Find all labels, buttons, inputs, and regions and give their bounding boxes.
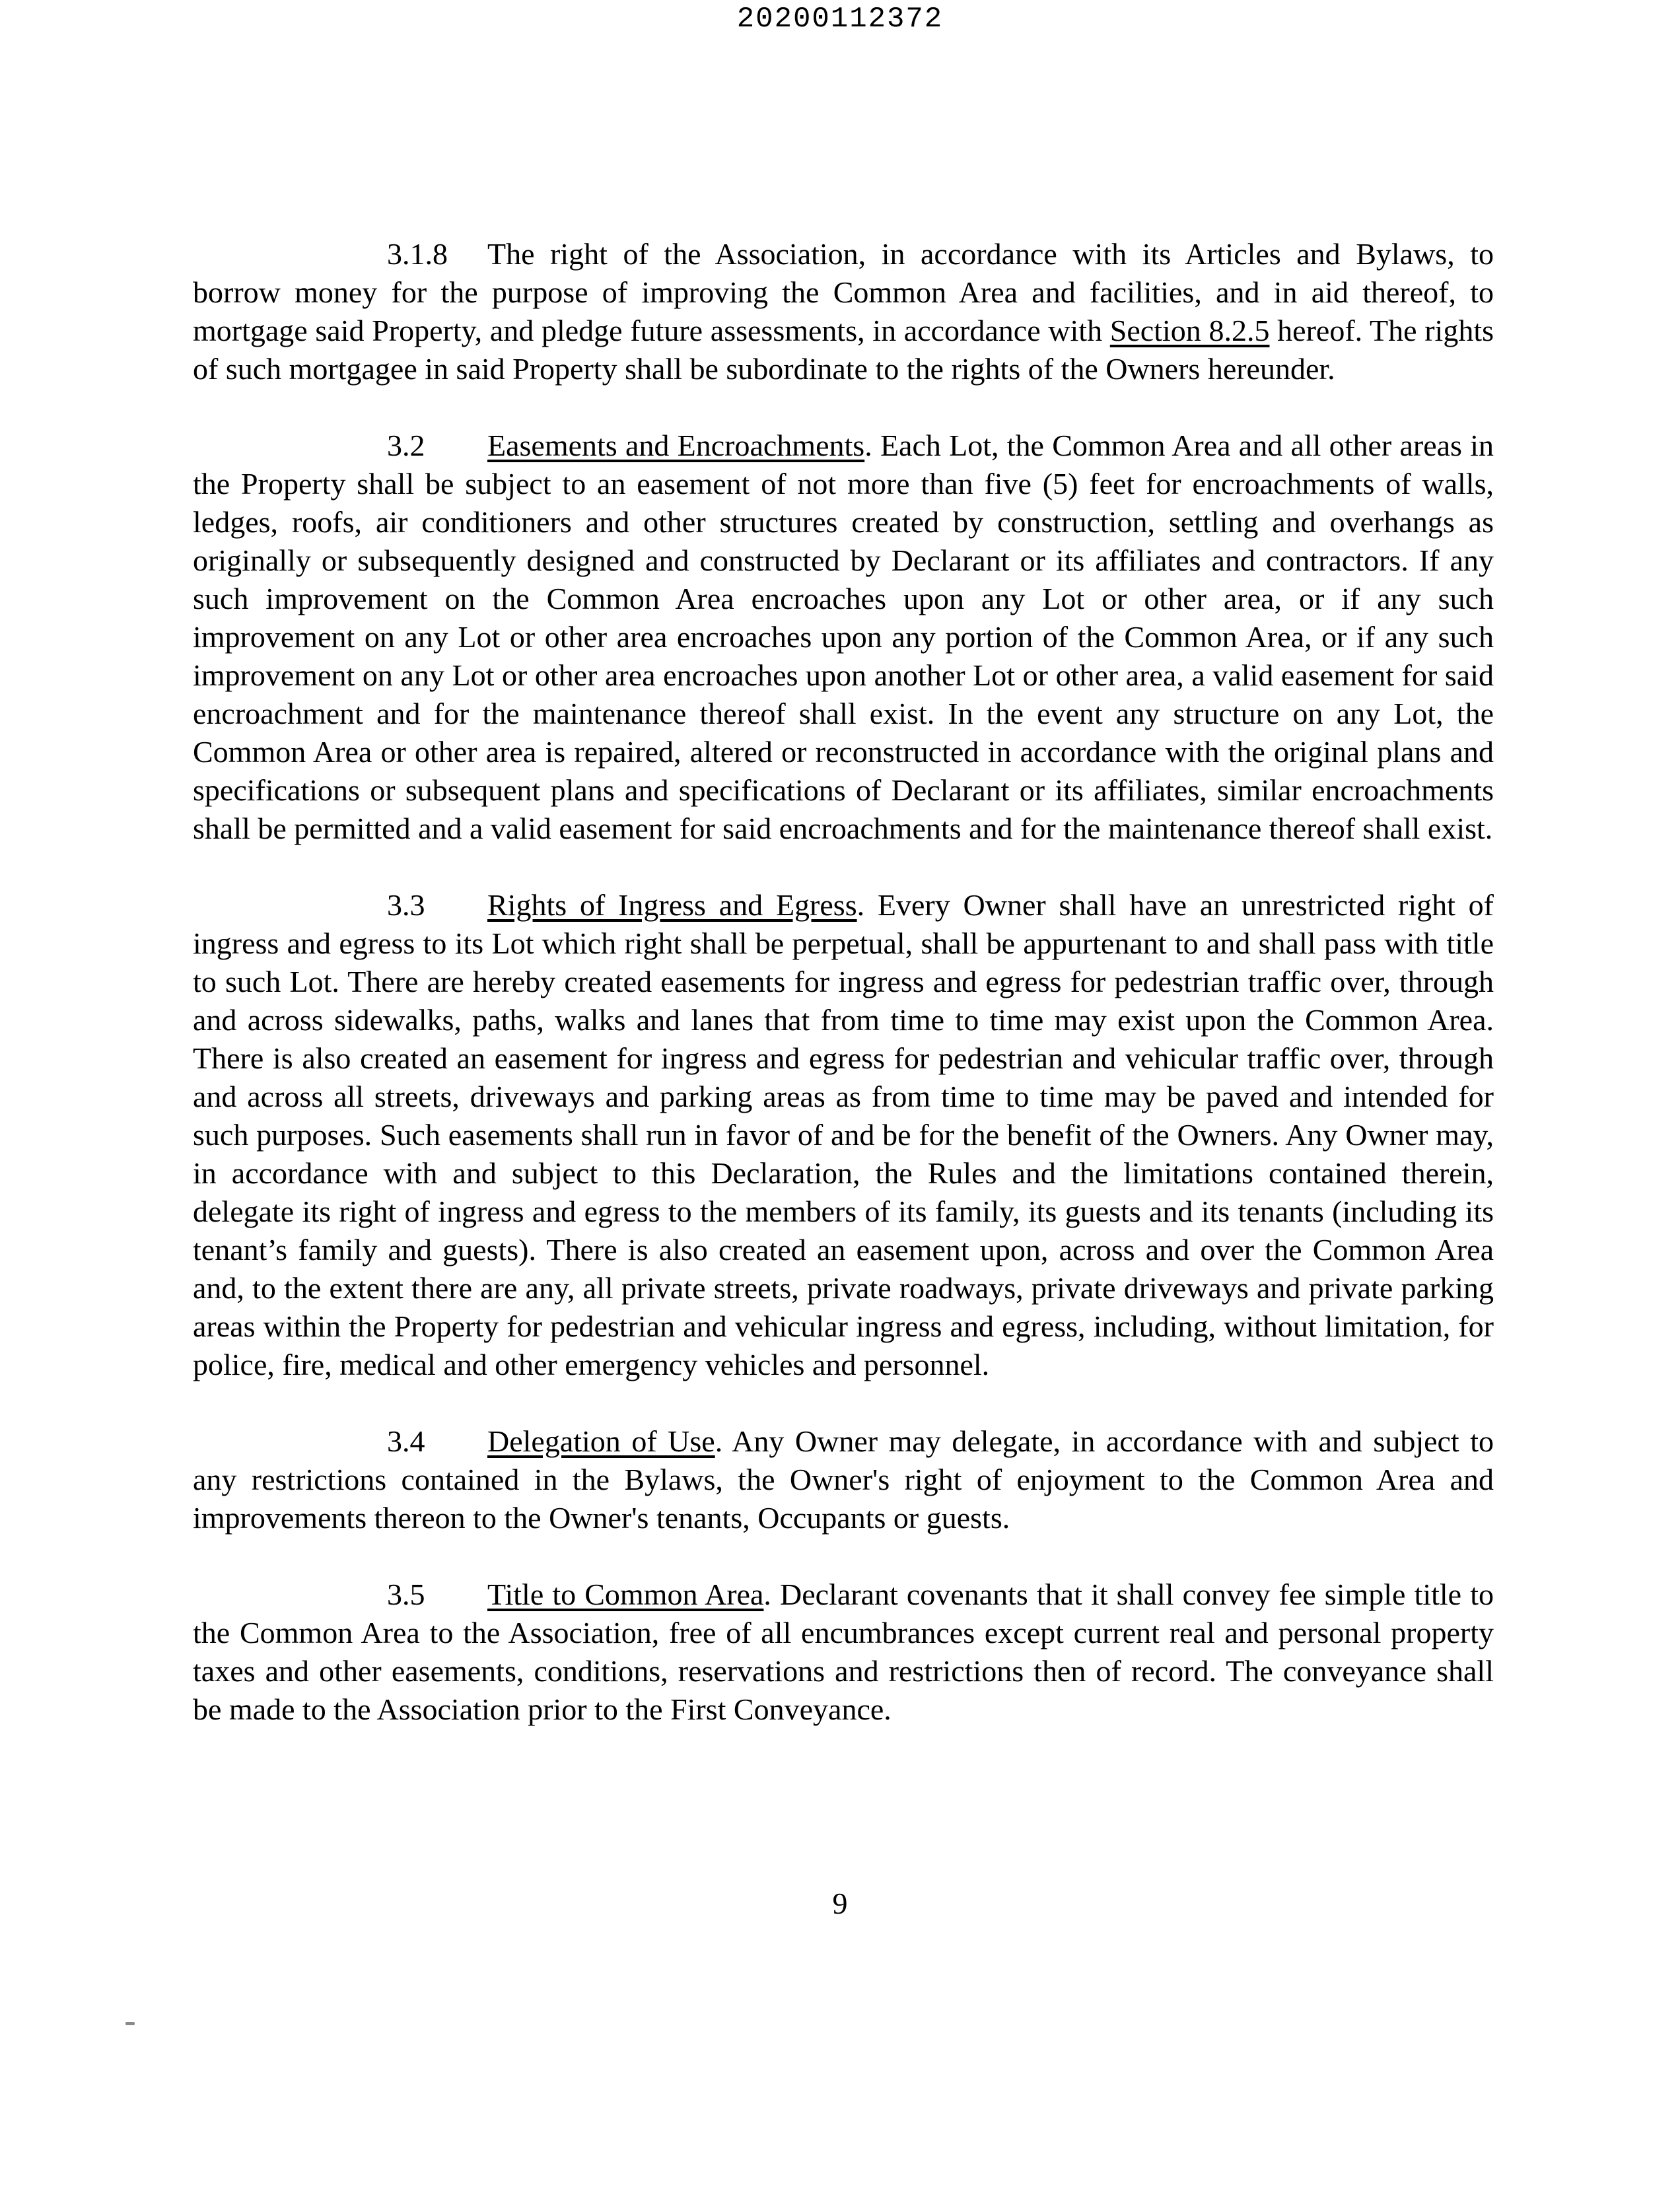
section-text: . Every Owner shall have an unrestricted right of ingress and egress to its Lot which right shall be perpetual, shall be appurtenant to and shall pass with title to such Lot. There are hereby created easements for ingress and egress for pedestrian traffic over, through and across sidewalks, paths, walks and lanes that from time to time may exist upon the Common Area. There is also created an easement for ingress and egress for pedestrian and vehicular traffic over, through and across all streets, driveways and parking areas as from time to time may be paved and intended for such purposes. Such easements shall run in favor of and be for the benefit of the Owners. Any Owner may, in accordance with and subject to this Declaration, the Rules and the limitations contained therein, delegate its right of ingress and egress to the members of its family, its guests and its tenants (including its tenant’s family and guests). There is also created an easement upon, across and over the Common Area and, to the extent there are any, all private streets, private roadways, private driveways and private parking areas within the Property for pedestrian and vehicular ingress and egress, including, without limitation, for police, fire, medical and other emergency vehicles and personnel. <box>193 888 1494 1381</box>
section-text: . Each Lot, the Common Area and all other areas in the Property shall be subject to an easement of not more than five (5) feet for encroachments of walls, ledges, roofs, air conditioners and other structures created by construction, settling and overhangs as originally or subsequently designed and constructed by Declarant or its affiliates and contractors. If any such improvement on the Common Area encroaches upon any Lot or other area, or if any such improvement on any Lot or other area encroaches upon any portion of the Common Area, or if any such improvement on any Lot or other area encroaches upon another Lot or other area, a valid easement for said encroachment and for the maintenance thereof shall exist. In the event any structure on any Lot, the Common Area or other area is repaired, altered or reconstructed in accordance with the original plans and specifications or subsequent plans and specifications of Declarant or its affiliates, similar encroachments shall be permitted and a valid easement for said encroachments and for the maintenance thereof shall exist. <box>193 429 1494 845</box>
page-number: 9 <box>832 1887 848 1920</box>
section-reference: Section 8.2.5 <box>1109 314 1270 347</box>
section-3-4 <box>193 1422 1494 1537</box>
document-body <box>193 235 1494 1729</box>
section-text-continued: hereof. The rights of such mortgagee in said Property shall be subordinate to the rights of the Owners hereunder. <box>193 314 1494 386</box>
section-number: 3.2 <box>387 429 425 462</box>
document-number: 20200112372 <box>736 3 944 36</box>
section-text: . Declarant covenants that it shall convey fee simple title to the Common Area to the Association, free of all encumbrances except current real and personal property taxes and other easements, conditions, reservations and restrictions then of record. The conveyance shall be made to the Association prior to the First Conveyance. <box>193 1578 1494 1726</box>
section-3-2 <box>193 427 1494 848</box>
section-title: Easements and Encroachments <box>487 429 865 462</box>
section-3-3 <box>193 886 1494 1384</box>
section-text: . Any Owner may delegate, in accordance with and subject to any restrictions contained in the Bylaws, the Owner's right of enjoyment to the Common Area and improvements thereon to the Owner's tenants, Occupants or guests. <box>193 1424 1494 1535</box>
scan-artifact <box>125 2022 135 2025</box>
section-3-5 <box>193 1576 1494 1729</box>
section-number: 3.1.8 <box>387 237 448 271</box>
section-title: Title to Common Area <box>487 1578 764 1611</box>
section-text: The right of the Association, in accordance with its Articles and Bylaws, to borrow money for the purpose of improving the Common Area and facilities, and in aid thereof, to mortgage said Property, and pledge future assessments, in accordance with <box>193 237 1494 347</box>
section-number: 3.4 <box>387 1424 425 1458</box>
section-title: Rights of Ingress and Egress <box>487 888 857 922</box>
section-number: 3.5 <box>387 1578 425 1611</box>
section-3-1-8 <box>193 235 1494 388</box>
section-number: 3.3 <box>387 888 425 922</box>
section-title: Delegation of Use <box>487 1424 715 1458</box>
